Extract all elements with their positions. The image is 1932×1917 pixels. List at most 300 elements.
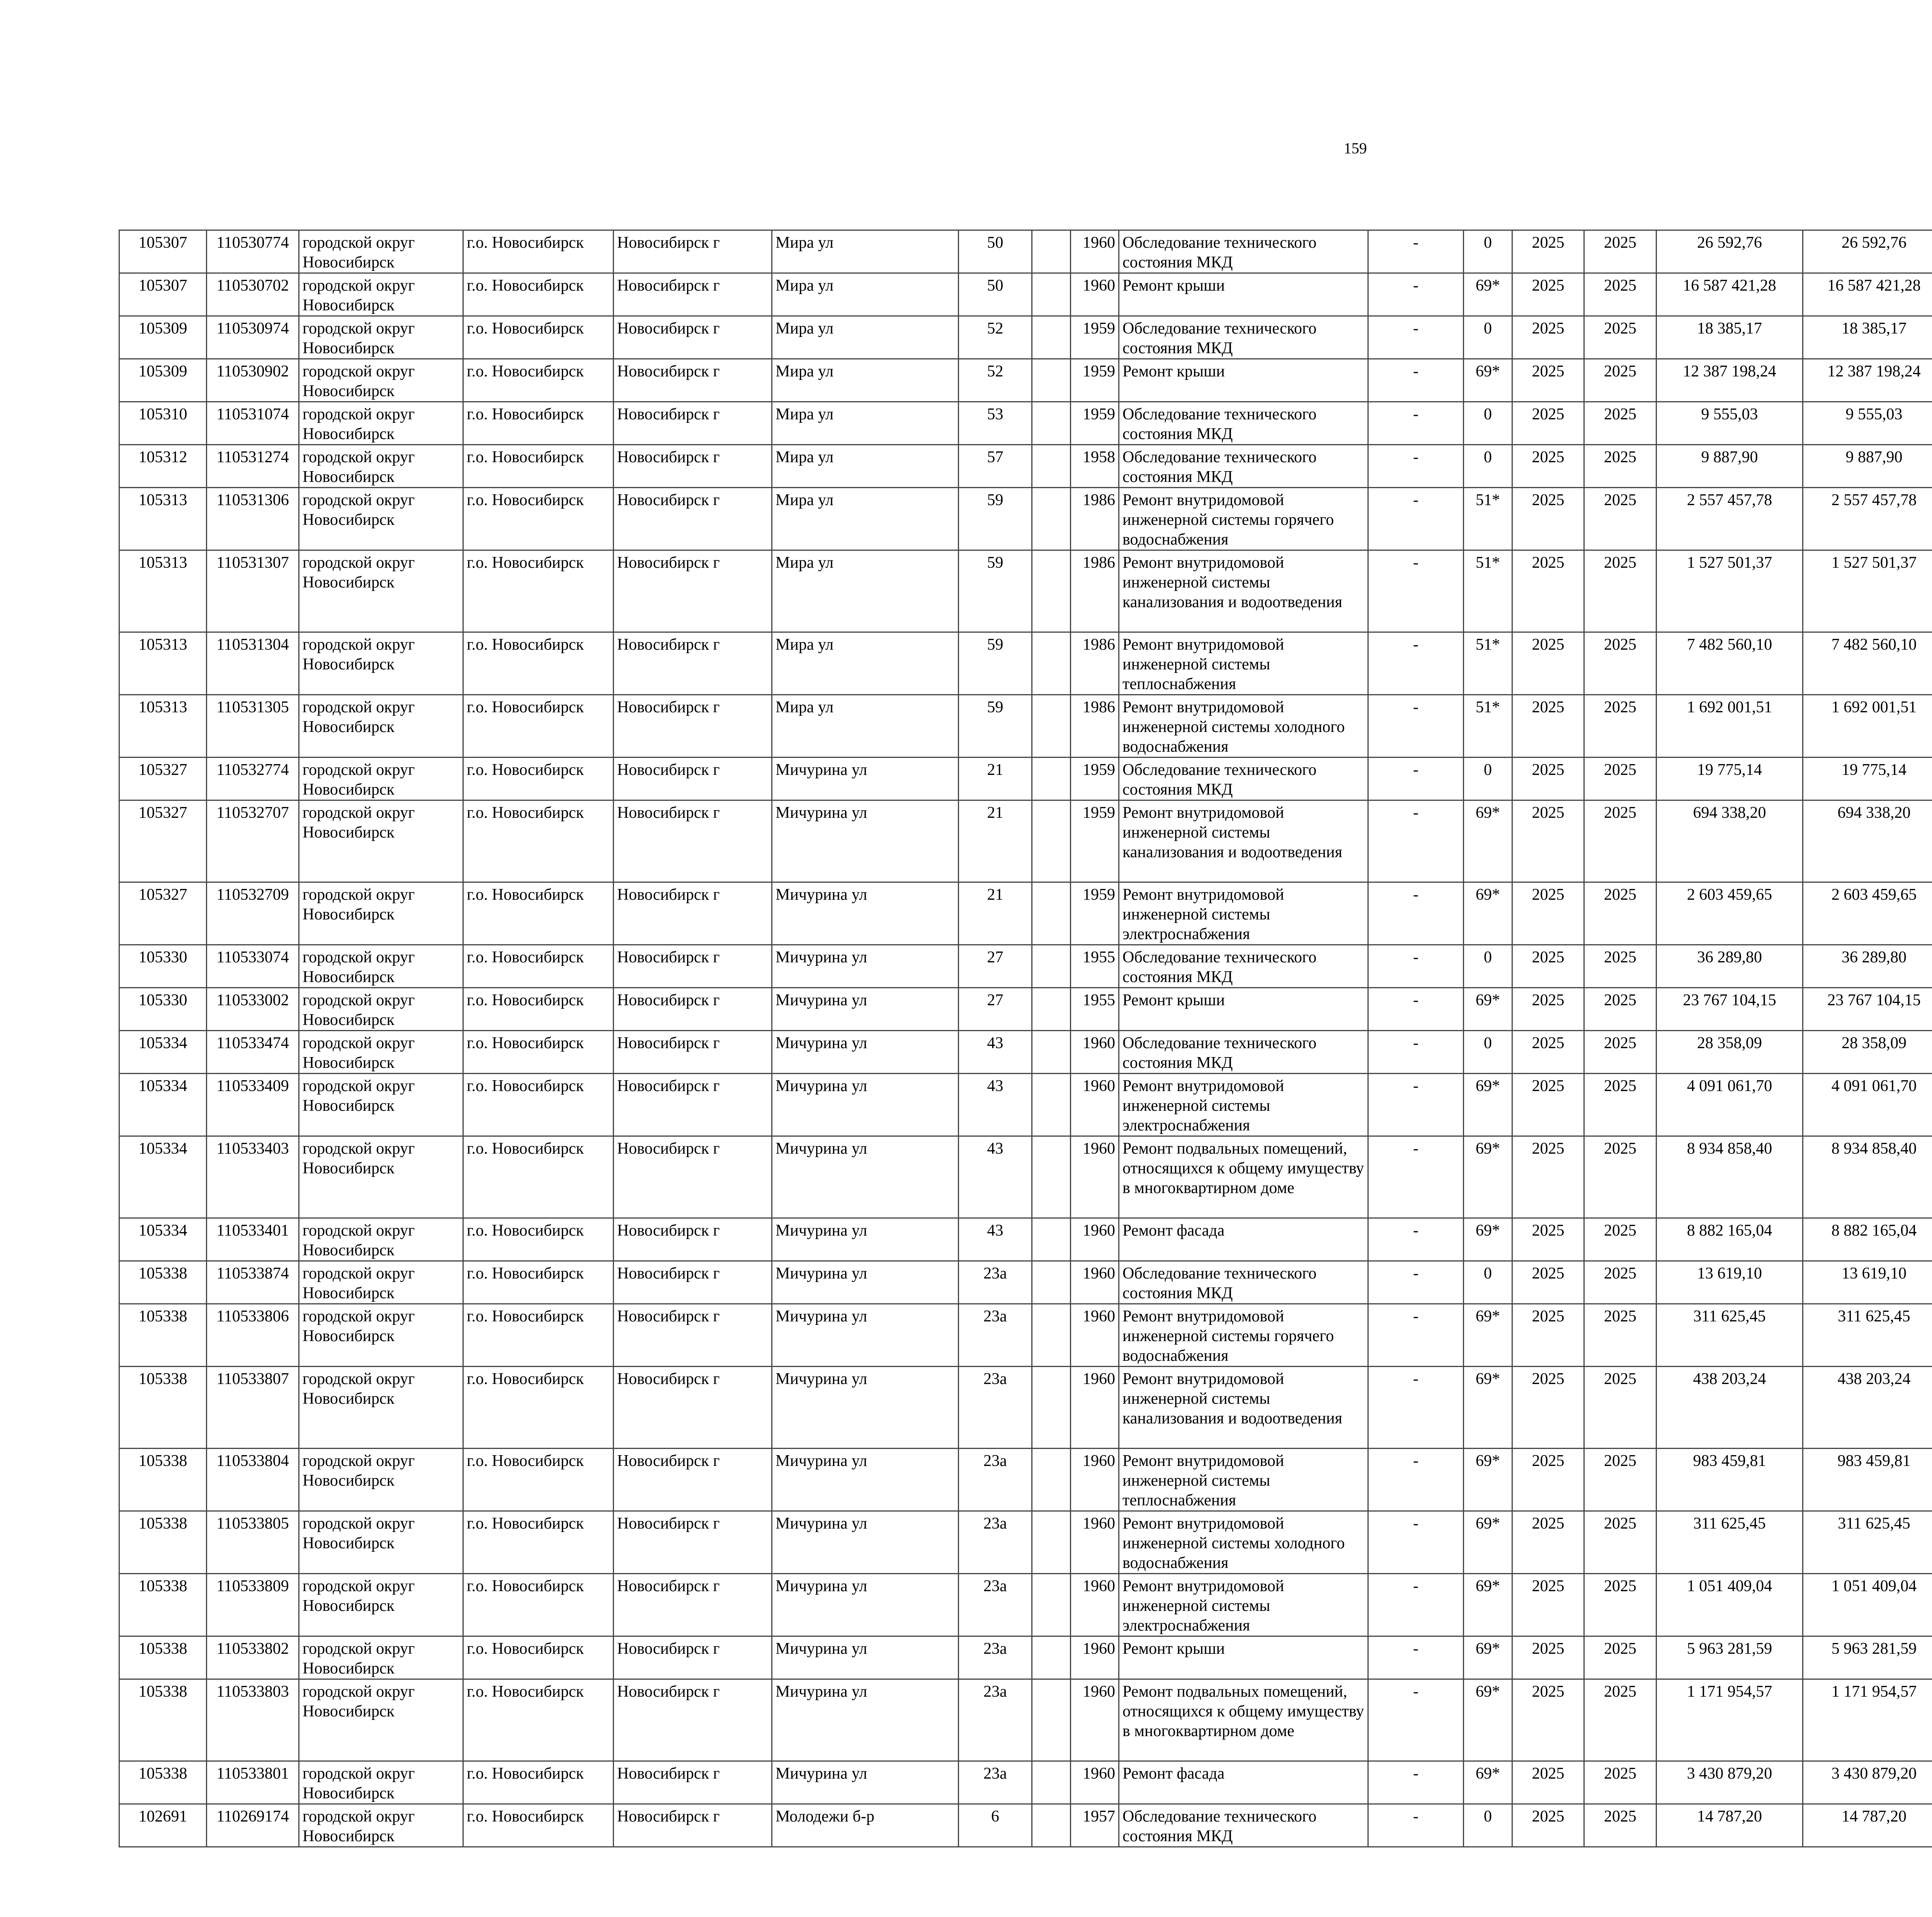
year-built-cell: 1960 — [1071, 1031, 1119, 1074]
regional-fund-cost-cell: 2 557 457,78 — [1803, 488, 1932, 550]
plan-end-year-cell: 2025 — [1584, 1761, 1656, 1804]
house-id-cell: 105313 — [119, 695, 207, 758]
unit-cell: - — [1368, 1804, 1464, 1847]
total-cost-cell: 1 051 409,04 — [1656, 1574, 1803, 1636]
settlement-cell: Новосибирск г — [614, 1304, 772, 1367]
plan-end-year-cell: 2025 — [1584, 1804, 1656, 1847]
settlement-cell: Новосибирск г — [614, 1574, 772, 1636]
settlement-cell: Новосибирск г — [614, 1218, 772, 1261]
table-row — [119, 1261, 1932, 1304]
table-row — [119, 1449, 1932, 1511]
plan-end-year-cell: 2025 — [1584, 359, 1656, 402]
year-built-cell: 1957 — [1071, 1804, 1119, 1847]
house-id-cell: 105334 — [119, 1074, 207, 1136]
plan-start-year-cell: 2025 — [1512, 445, 1584, 488]
municipal-district-cell: г.о. Новосибирск — [463, 1261, 614, 1304]
house-id-cell: 102691 — [119, 1804, 207, 1847]
municipal-district-cell: г.о. Новосибирск — [463, 695, 614, 758]
municipality-cell: городской округ Новосибирск — [299, 1218, 463, 1261]
work-type-cell: Ремонт внутридомовой инженерной системы холодного водоснабжения — [1119, 1511, 1368, 1574]
table-row — [119, 1218, 1932, 1261]
unit-cell: - — [1368, 882, 1464, 945]
street-cell: Мичурина ул — [772, 988, 959, 1031]
building-cell — [1032, 359, 1071, 402]
regional-fund-cost-cell: 1 527 501,37 — [1803, 550, 1932, 632]
municipality-cell: городской округ Новосибирск — [299, 1636, 463, 1679]
unit-cell: - — [1368, 1367, 1464, 1449]
regional-fund-cost-cell: 7 482 560,10 — [1803, 632, 1932, 695]
total-cost-cell: 16 587 421,28 — [1656, 273, 1803, 316]
regional-fund-cost-cell: 8 934 858,40 — [1803, 1136, 1932, 1218]
municipality-cell: городской округ Новосибирск — [299, 1574, 463, 1636]
municipal-district-cell: г.о. Новосибирск — [463, 1218, 614, 1261]
plan-end-year-cell: 2025 — [1584, 445, 1656, 488]
table-row — [119, 1367, 1932, 1449]
work-id-cell: 110533804 — [207, 1449, 299, 1511]
unit-cell: - — [1368, 550, 1464, 632]
street-cell: Мичурина ул — [772, 945, 959, 988]
table-row — [119, 1031, 1932, 1074]
plan-end-year-cell: 2025 — [1584, 695, 1656, 758]
unit-cell: - — [1368, 632, 1464, 695]
total-cost-cell: 694 338,20 — [1656, 800, 1803, 882]
municipality-cell: городской округ Новосибирск — [299, 1367, 463, 1449]
work-type-cell: Обследование технического состояния МКД — [1119, 402, 1368, 445]
house-id-cell: 105338 — [119, 1261, 207, 1304]
street-cell: Мира ул — [772, 273, 959, 316]
regional-fund-cost-cell: 36 289,80 — [1803, 945, 1932, 988]
year-built-cell: 1960 — [1071, 1761, 1119, 1804]
table-body — [119, 230, 1932, 1847]
settlement-cell: Новосибирск г — [614, 1031, 772, 1074]
settlement-cell: Новосибирск г — [614, 1511, 772, 1574]
municipality-cell: городской округ Новосибирск — [299, 488, 463, 550]
work-id-cell: 110532709 — [207, 882, 299, 945]
municipal-district-cell: г.о. Новосибирск — [463, 550, 614, 632]
work-id-cell: 110533403 — [207, 1136, 299, 1218]
house-id-cell: 105338 — [119, 1511, 207, 1574]
unit-cell: - — [1368, 988, 1464, 1031]
plan-end-year-cell: 2025 — [1584, 800, 1656, 882]
house-number-cell: 23а — [959, 1636, 1032, 1679]
work-type-cell: Обследование технического состояния МКД — [1119, 758, 1368, 800]
year-built-cell: 1959 — [1071, 359, 1119, 402]
plan-start-year-cell: 2025 — [1512, 1679, 1584, 1761]
plan-start-year-cell: 2025 — [1512, 1031, 1584, 1074]
work-type-cell: Ремонт крыши — [1119, 1636, 1368, 1679]
plan-end-year-cell: 2025 — [1584, 758, 1656, 800]
street-cell: Мира ул — [772, 402, 959, 445]
work-id-cell: 110533874 — [207, 1261, 299, 1304]
work-type-cell: Обследование технического состояния МКД — [1119, 1031, 1368, 1074]
house-id-cell: 105313 — [119, 550, 207, 632]
municipality-cell: городской округ Новосибирск — [299, 945, 463, 988]
year-built-cell: 1960 — [1071, 1636, 1119, 1679]
street-cell: Мичурина ул — [772, 800, 959, 882]
municipal-district-cell: г.о. Новосибирск — [463, 445, 614, 488]
street-cell: Мичурина ул — [772, 1449, 959, 1511]
year-built-cell: 1960 — [1071, 1261, 1119, 1304]
building-cell — [1032, 1449, 1071, 1511]
table-row — [119, 359, 1932, 402]
work-id-cell: 110533807 — [207, 1367, 299, 1449]
work-type-cell: Обследование технического состояния МКД — [1119, 1804, 1368, 1847]
work-type-cell: Ремонт крыши — [1119, 359, 1368, 402]
plan-end-year-cell: 2025 — [1584, 945, 1656, 988]
plan-end-year-cell: 2025 — [1584, 1679, 1656, 1761]
table-row — [119, 800, 1932, 882]
building-cell — [1032, 758, 1071, 800]
unit-cell: - — [1368, 1304, 1464, 1367]
plan-end-year-cell: 2025 — [1584, 1031, 1656, 1074]
unit-cell: - — [1368, 1761, 1464, 1804]
house-id-cell: 105338 — [119, 1636, 207, 1679]
settlement-cell: Новосибирск г — [614, 402, 772, 445]
municipal-district-cell: г.о. Новосибирск — [463, 1304, 614, 1367]
regional-fund-cost-cell: 5 963 281,59 — [1803, 1636, 1932, 1679]
settlement-cell: Новосибирск г — [614, 550, 772, 632]
work-id-cell: 110530902 — [207, 359, 299, 402]
settlement-cell: Новосибирск г — [614, 988, 772, 1031]
house-id-cell: 105338 — [119, 1679, 207, 1761]
work-id-cell: 110533801 — [207, 1761, 299, 1804]
municipality-cell: городской округ Новосибирск — [299, 1449, 463, 1511]
wear-percent-cell: 69* — [1464, 1636, 1512, 1679]
building-cell — [1032, 1136, 1071, 1218]
plan-end-year-cell: 2025 — [1584, 488, 1656, 550]
municipality-cell: городской округ Новосибирск — [299, 230, 463, 273]
wear-percent-cell: 0 — [1464, 758, 1512, 800]
table-row — [119, 1636, 1932, 1679]
table-row — [119, 1511, 1932, 1574]
building-cell — [1032, 1574, 1071, 1636]
work-id-cell: 110533074 — [207, 945, 299, 988]
house-number-cell: 43 — [959, 1218, 1032, 1261]
municipal-district-cell: г.о. Новосибирск — [463, 488, 614, 550]
municipality-cell: городской округ Новосибирск — [299, 695, 463, 758]
house-number-cell: 50 — [959, 230, 1032, 273]
plan-end-year-cell: 2025 — [1584, 1218, 1656, 1261]
unit-cell: - — [1368, 445, 1464, 488]
municipality-cell: городской округ Новосибирск — [299, 273, 463, 316]
regional-fund-cost-cell: 8 882 165,04 — [1803, 1218, 1932, 1261]
plan-start-year-cell: 2025 — [1512, 695, 1584, 758]
building-cell — [1032, 632, 1071, 695]
plan-end-year-cell: 2025 — [1584, 550, 1656, 632]
total-cost-cell: 36 289,80 — [1656, 945, 1803, 988]
work-type-cell: Ремонт внутридомовой инженерной системы канализования и водоотведения — [1119, 550, 1368, 632]
work-id-cell: 110533401 — [207, 1218, 299, 1261]
plan-start-year-cell: 2025 — [1512, 1218, 1584, 1261]
house-number-cell: 43 — [959, 1136, 1032, 1218]
municipality-cell: городской округ Новосибирск — [299, 550, 463, 632]
house-number-cell: 23а — [959, 1261, 1032, 1304]
table-row — [119, 445, 1932, 488]
year-built-cell: 1986 — [1071, 550, 1119, 632]
plan-start-year-cell: 2025 — [1512, 1449, 1584, 1511]
total-cost-cell: 7 482 560,10 — [1656, 632, 1803, 695]
unit-cell: - — [1368, 1679, 1464, 1761]
wear-percent-cell: 69* — [1464, 1304, 1512, 1367]
unit-cell: - — [1368, 1261, 1464, 1304]
building-cell — [1032, 273, 1071, 316]
house-number-cell: 23а — [959, 1449, 1032, 1511]
unit-cell: - — [1368, 945, 1464, 988]
table-row — [119, 1136, 1932, 1218]
plan-end-year-cell: 2025 — [1584, 1636, 1656, 1679]
unit-cell: - — [1368, 1218, 1464, 1261]
house-number-cell: 59 — [959, 632, 1032, 695]
municipal-district-cell: г.о. Новосибирск — [463, 1367, 614, 1449]
unit-cell: - — [1368, 1031, 1464, 1074]
municipality-cell: городской округ Новосибирск — [299, 1074, 463, 1136]
municipal-district-cell: г.о. Новосибирск — [463, 359, 614, 402]
wear-percent-cell: 69* — [1464, 273, 1512, 316]
table-row — [119, 758, 1932, 800]
building-cell — [1032, 1304, 1071, 1367]
house-number-cell: 57 — [959, 445, 1032, 488]
unit-cell: - — [1368, 230, 1464, 273]
municipal-district-cell: г.о. Новосибирск — [463, 632, 614, 695]
house-id-cell: 105309 — [119, 359, 207, 402]
work-id-cell: 110533803 — [207, 1679, 299, 1761]
municipal-district-cell: г.о. Новосибирск — [463, 230, 614, 273]
total-cost-cell: 9 887,90 — [1656, 445, 1803, 488]
municipality-cell: городской округ Новосибирск — [299, 1136, 463, 1218]
street-cell: Мичурина ул — [772, 758, 959, 800]
total-cost-cell: 19 775,14 — [1656, 758, 1803, 800]
house-number-cell: 21 — [959, 758, 1032, 800]
wear-percent-cell: 51* — [1464, 488, 1512, 550]
house-number-cell: 43 — [959, 1031, 1032, 1074]
wear-percent-cell: 69* — [1464, 1136, 1512, 1218]
street-cell: Мичурина ул — [772, 1136, 959, 1218]
municipal-district-cell: г.о. Новосибирск — [463, 1074, 614, 1136]
wear-percent-cell: 69* — [1464, 1761, 1512, 1804]
plan-end-year-cell: 2025 — [1584, 1574, 1656, 1636]
total-cost-cell: 2 603 459,65 — [1656, 882, 1803, 945]
work-id-cell: 110531274 — [207, 445, 299, 488]
year-built-cell: 1959 — [1071, 800, 1119, 882]
work-type-cell: Ремонт внутридомовой инженерной системы горячего водоснабжения — [1119, 488, 1368, 550]
wear-percent-cell: 0 — [1464, 1261, 1512, 1304]
building-cell — [1032, 1218, 1071, 1261]
regional-fund-cost-cell: 983 459,81 — [1803, 1449, 1932, 1511]
settlement-cell: Новосибирск г — [614, 316, 772, 359]
municipal-district-cell: г.о. Новосибирск — [463, 882, 614, 945]
wear-percent-cell: 69* — [1464, 1449, 1512, 1511]
settlement-cell: Новосибирск г — [614, 359, 772, 402]
plan-end-year-cell: 2025 — [1584, 1449, 1656, 1511]
year-built-cell: 1959 — [1071, 758, 1119, 800]
regional-fund-cost-cell: 12 387 198,24 — [1803, 359, 1932, 402]
year-built-cell: 1960 — [1071, 1367, 1119, 1449]
plan-start-year-cell: 2025 — [1512, 758, 1584, 800]
plan-end-year-cell: 2025 — [1584, 1136, 1656, 1218]
wear-percent-cell: 69* — [1464, 1074, 1512, 1136]
total-cost-cell: 12 387 198,24 — [1656, 359, 1803, 402]
settlement-cell: Новосибирск г — [614, 945, 772, 988]
table-row — [119, 632, 1932, 695]
year-built-cell: 1960 — [1071, 1074, 1119, 1136]
wear-percent-cell: 69* — [1464, 1511, 1512, 1574]
house-number-cell: 53 — [959, 402, 1032, 445]
total-cost-cell: 13 619,10 — [1656, 1261, 1803, 1304]
house-number-cell: 23а — [959, 1679, 1032, 1761]
house-number-cell: 52 — [959, 359, 1032, 402]
municipal-district-cell: г.о. Новосибирск — [463, 1574, 614, 1636]
municipality-cell: городской округ Новосибирск — [299, 1761, 463, 1804]
plan-start-year-cell: 2025 — [1512, 632, 1584, 695]
plan-start-year-cell: 2025 — [1512, 1136, 1584, 1218]
settlement-cell: Новосибирск г — [614, 1449, 772, 1511]
house-number-cell: 23а — [959, 1304, 1032, 1367]
street-cell: Мичурина ул — [772, 1511, 959, 1574]
work-id-cell: 110530774 — [207, 230, 299, 273]
work-type-cell: Ремонт крыши — [1119, 988, 1368, 1031]
house-id-cell: 105338 — [119, 1761, 207, 1804]
work-type-cell: Ремонт внутридомовой инженерной системы теплоснабжения — [1119, 1449, 1368, 1511]
total-cost-cell: 26 592,76 — [1656, 230, 1803, 273]
municipal-district-cell: г.о. Новосибирск — [463, 758, 614, 800]
settlement-cell: Новосибирск г — [614, 882, 772, 945]
municipality-cell: городской округ Новосибирск — [299, 1511, 463, 1574]
regional-fund-cost-cell: 9 555,03 — [1803, 402, 1932, 445]
plan-start-year-cell: 2025 — [1512, 1074, 1584, 1136]
total-cost-cell: 311 625,45 — [1656, 1304, 1803, 1367]
table-row — [119, 316, 1932, 359]
plan-start-year-cell: 2025 — [1512, 1304, 1584, 1367]
municipality-cell: городской округ Новосибирск — [299, 800, 463, 882]
municipal-district-cell: г.о. Новосибирск — [463, 1679, 614, 1761]
plan-start-year-cell: 2025 — [1512, 1367, 1584, 1449]
year-built-cell: 1960 — [1071, 230, 1119, 273]
house-id-cell: 105327 — [119, 758, 207, 800]
municipal-district-cell: г.о. Новосибирск — [463, 1136, 614, 1218]
unit-cell: - — [1368, 1136, 1464, 1218]
house-id-cell: 105313 — [119, 632, 207, 695]
plan-start-year-cell: 2025 — [1512, 1574, 1584, 1636]
work-id-cell: 110531306 — [207, 488, 299, 550]
municipality-cell: городской округ Новосибирск — [299, 1804, 463, 1847]
street-cell: Мичурина ул — [772, 1636, 959, 1679]
municipality-cell: городской округ Новосибирск — [299, 359, 463, 402]
municipality-cell: городской округ Новосибирск — [299, 1031, 463, 1074]
plan-start-year-cell: 2025 — [1512, 488, 1584, 550]
street-cell: Мичурина ул — [772, 1367, 959, 1449]
wear-percent-cell: 69* — [1464, 1218, 1512, 1261]
street-cell: Мичурина ул — [772, 1031, 959, 1074]
settlement-cell: Новосибирск г — [614, 695, 772, 758]
house-number-cell: 27 — [959, 945, 1032, 988]
municipal-district-cell: г.о. Новосибирск — [463, 1031, 614, 1074]
house-number-cell: 59 — [959, 695, 1032, 758]
street-cell: Мичурина ул — [772, 1218, 959, 1261]
plan-start-year-cell: 2025 — [1512, 945, 1584, 988]
house-id-cell: 105334 — [119, 1218, 207, 1261]
settlement-cell: Новосибирск г — [614, 1136, 772, 1218]
wear-percent-cell: 0 — [1464, 1804, 1512, 1847]
regional-fund-cost-cell: 14 787,20 — [1803, 1804, 1932, 1847]
building-cell — [1032, 488, 1071, 550]
municipal-district-cell: г.о. Новосибирск — [463, 273, 614, 316]
work-id-cell: 110532774 — [207, 758, 299, 800]
house-number-cell: 59 — [959, 488, 1032, 550]
house-id-cell: 105313 — [119, 488, 207, 550]
plan-end-year-cell: 2025 — [1584, 882, 1656, 945]
settlement-cell: Новосибирск г — [614, 800, 772, 882]
house-id-cell: 105307 — [119, 230, 207, 273]
work-id-cell: 110530974 — [207, 316, 299, 359]
total-cost-cell: 311 625,45 — [1656, 1511, 1803, 1574]
building-cell — [1032, 882, 1071, 945]
plan-start-year-cell: 2025 — [1512, 359, 1584, 402]
unit-cell: - — [1368, 359, 1464, 402]
municipality-cell: городской округ Новосибирск — [299, 758, 463, 800]
settlement-cell: Новосибирск г — [614, 1261, 772, 1304]
table-row — [119, 882, 1932, 945]
regional-fund-cost-cell: 13 619,10 — [1803, 1261, 1932, 1304]
plan-start-year-cell: 2025 — [1512, 1804, 1584, 1847]
total-cost-cell: 5 963 281,59 — [1656, 1636, 1803, 1679]
table-row — [119, 488, 1932, 550]
total-cost-cell: 1 527 501,37 — [1656, 550, 1803, 632]
regional-fund-cost-cell: 23 767 104,15 — [1803, 988, 1932, 1031]
plan-end-year-cell: 2025 — [1584, 632, 1656, 695]
municipality-cell: городской округ Новосибирск — [299, 988, 463, 1031]
house-number-cell: 27 — [959, 988, 1032, 1031]
plan-start-year-cell: 2025 — [1512, 1761, 1584, 1804]
unit-cell: - — [1368, 758, 1464, 800]
municipality-cell: городской округ Новосибирск — [299, 1304, 463, 1367]
municipal-district-cell: г.о. Новосибирск — [463, 1636, 614, 1679]
house-number-cell: 6 — [959, 1804, 1032, 1847]
plan-end-year-cell: 2025 — [1584, 316, 1656, 359]
year-built-cell: 1986 — [1071, 632, 1119, 695]
regional-fund-cost-cell: 16 587 421,28 — [1803, 273, 1932, 316]
work-type-cell: Обследование технического состояния МКД — [1119, 1261, 1368, 1304]
total-cost-cell: 2 557 457,78 — [1656, 488, 1803, 550]
plan-start-year-cell: 2025 — [1512, 1261, 1584, 1304]
table-row — [119, 988, 1932, 1031]
work-id-cell: 110533802 — [207, 1636, 299, 1679]
house-number-cell: 52 — [959, 316, 1032, 359]
wear-percent-cell: 69* — [1464, 359, 1512, 402]
house-id-cell: 105307 — [119, 273, 207, 316]
work-type-cell: Ремонт внутридомовой инженерной системы теплоснабжения — [1119, 632, 1368, 695]
building-cell — [1032, 1367, 1071, 1449]
year-built-cell: 1960 — [1071, 1218, 1119, 1261]
work-id-cell: 110531074 — [207, 402, 299, 445]
plan-start-year-cell: 2025 — [1512, 402, 1584, 445]
year-built-cell: 1986 — [1071, 488, 1119, 550]
unit-cell: - — [1368, 402, 1464, 445]
street-cell: Мира ул — [772, 230, 959, 273]
work-id-cell: 110533474 — [207, 1031, 299, 1074]
wear-percent-cell: 0 — [1464, 316, 1512, 359]
building-cell — [1032, 1804, 1071, 1847]
unit-cell: - — [1368, 800, 1464, 882]
street-cell: Мичурина ул — [772, 1261, 959, 1304]
house-id-cell: 105330 — [119, 945, 207, 988]
total-cost-cell: 8 934 858,40 — [1656, 1136, 1803, 1218]
settlement-cell: Новосибирск г — [614, 1761, 772, 1804]
building-cell — [1032, 1074, 1071, 1136]
house-number-cell: 23а — [959, 1511, 1032, 1574]
work-id-cell: 110533809 — [207, 1574, 299, 1636]
year-built-cell: 1960 — [1071, 1679, 1119, 1761]
street-cell: Мичурина ул — [772, 882, 959, 945]
